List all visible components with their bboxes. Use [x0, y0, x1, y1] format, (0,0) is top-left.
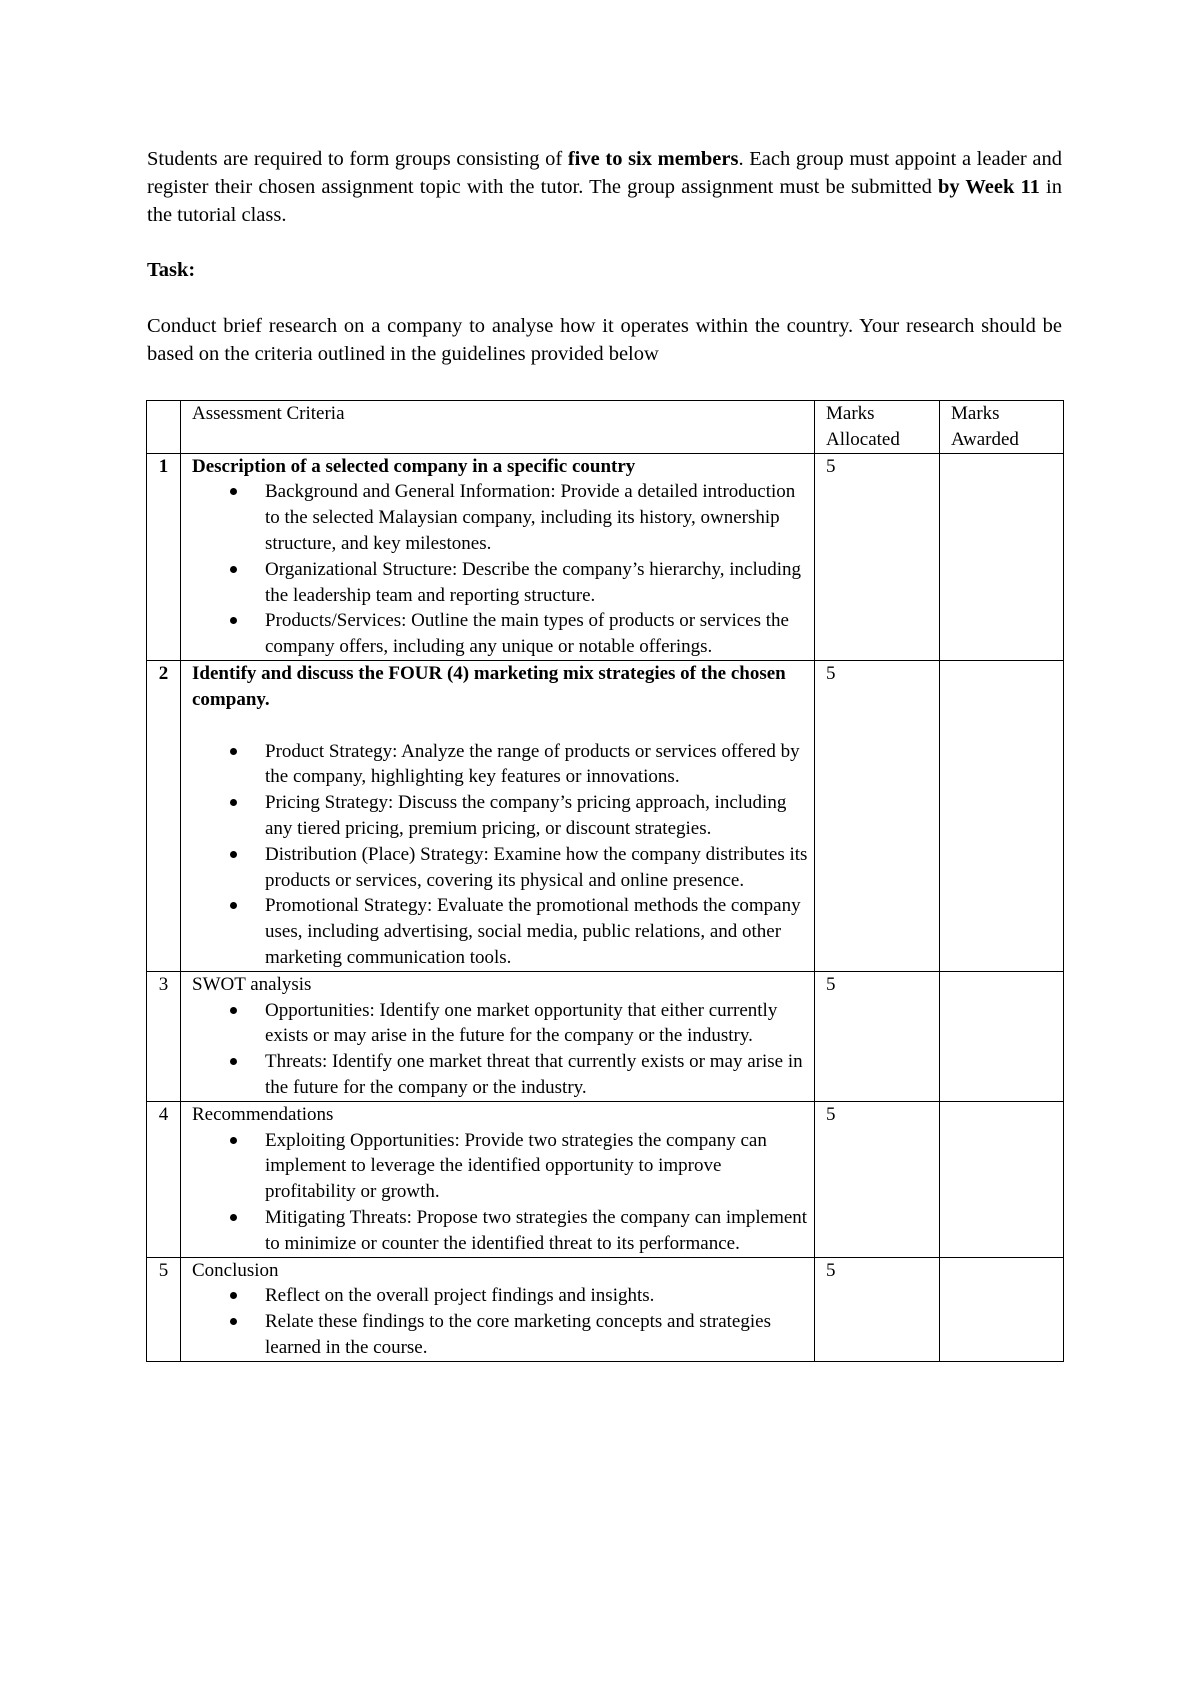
criteria-title: Recommendations	[192, 1103, 334, 1125]
document-page	[147, 145, 1062, 1358]
bullet-icon	[230, 851, 237, 858]
criteria-bullet-list	[192, 739, 808, 971]
bullet-icon	[230, 1318, 237, 1325]
bullet-icon	[230, 1214, 237, 1221]
marks-allocated-cell: 5	[815, 1257, 940, 1361]
bullet-icon	[230, 488, 237, 495]
bullet-icon	[230, 799, 237, 806]
bullet-text: Opportunities: Identify one market opportunity that either currently exists or may arise in the future for the company or the industry.	[265, 999, 778, 1047]
bullet-text: Exploiting Opportunities: Provide two strategies the company can implement to leverage the identified opportunity to improve profitability or growth.	[265, 1129, 767, 1203]
marks-allocated-cell: 5	[815, 660, 940, 971]
bullet-text: Pricing Strategy: Discuss the company’s pricing approach, including any tiered pricing, premium pricing, or discount strategies.	[265, 792, 787, 839]
marks-allocated-cell: 5	[815, 1101, 940, 1257]
bullet-icon	[230, 902, 237, 909]
row-number: 3	[147, 971, 181, 1101]
bullet-icon	[230, 748, 237, 755]
criteria-title: Description of a selected company in a specific country	[192, 455, 636, 477]
list-item	[192, 893, 808, 970]
list-item	[192, 998, 808, 1050]
bullet-text: Threats: Identify one market threat that currently exists or may arise in the future for the company or the industry.	[265, 1051, 803, 1098]
header-marks-allocated: Marks Allocated	[815, 401, 940, 454]
bullet-text: Promotional Strategy: Evaluate the promotional methods the company uses, including advertising, social media, public relations, and other marketing communication tools.	[265, 895, 801, 968]
bullet-text: Organizational Structure: Describe the company’s hierarchy, including the leadership team and reporting structure.	[265, 558, 802, 606]
bullet-text: Mitigating Threats: Propose two strategies the company can implement to minimize or counter the identified threat to its performance.	[265, 1206, 808, 1254]
intro-paragraph	[147, 145, 1062, 229]
marks-allocated-cell: 5	[815, 453, 940, 660]
bullet-text: Background and General Information: Provide a detailed introduction to the selected Malaysian company, including its history, ownership structure, and key milestones.	[265, 481, 796, 554]
list-item	[192, 1128, 808, 1205]
bullet-text: Product Strategy: Analyze the range of products or services offered by the company, highlighting key features or innovations.	[265, 740, 800, 788]
criteria-cell	[181, 1101, 815, 1257]
criteria-title: Identify and discuss the FOUR (4) marketing mix strategies of the chosen company.	[192, 662, 786, 710]
row-number: 5	[147, 1257, 181, 1361]
intro-text-3: in the tutorial class.	[147, 176, 1062, 226]
criteria-title: Conclusion	[192, 1259, 279, 1281]
table-row	[147, 1257, 1064, 1361]
bullet-icon	[230, 566, 237, 573]
marks-awarded-cell	[940, 971, 1064, 1101]
marks-awarded-cell	[940, 453, 1064, 660]
list-item	[192, 557, 808, 609]
bullet-icon	[230, 1292, 237, 1299]
bullet-icon	[230, 1137, 237, 1144]
row-number: 4	[147, 1101, 181, 1257]
list-item	[192, 1049, 808, 1101]
marks-allocated-cell: 5	[815, 971, 940, 1101]
list-item	[192, 608, 808, 660]
marks-awarded-cell	[940, 660, 1064, 971]
header-marks-awarded: Marks Awarded	[940, 401, 1064, 454]
marks-awarded-cell	[940, 1257, 1064, 1361]
task-description: Conduct brief research on a company to analyse how it operates within the country. Your research should be based on the criteria outlined in the guidelines provided below	[147, 315, 1062, 365]
list-item	[192, 479, 808, 556]
criteria-cell	[181, 971, 815, 1101]
criteria-cell	[181, 453, 815, 660]
intro-text-1: Students are required to form groups consisting of	[147, 148, 568, 170]
list-item	[192, 790, 808, 842]
header-number-cell	[147, 401, 181, 454]
intro-bold-deadline: by Week 11	[938, 176, 1040, 198]
assessment-table	[146, 400, 1064, 1362]
table-row	[147, 453, 1064, 660]
table-row	[147, 971, 1064, 1101]
list-item	[192, 1283, 808, 1309]
table-row	[147, 660, 1064, 971]
task-heading: Task:	[147, 259, 196, 281]
list-item	[192, 1309, 808, 1361]
list-item	[192, 1205, 808, 1257]
bullet-icon	[230, 1058, 237, 1065]
bullet-icon	[230, 1007, 237, 1014]
criteria-bullet-list	[192, 479, 808, 660]
bullet-text: Relate these findings to the core marketing concepts and strategies learned in the course.	[265, 1311, 771, 1358]
row-number: 2	[147, 660, 181, 971]
bullet-text: Distribution (Place) Strategy: Examine how the company distributes its products or services, covering its physical and online presence.	[265, 843, 808, 891]
bullet-text: Products/Services: Outline the main types of products or services the company offers, including any unique or notable offerings.	[265, 610, 789, 658]
criteria-title: SWOT analysis	[192, 973, 312, 995]
criteria-bullet-list	[192, 998, 808, 1101]
criteria-bullet-list	[192, 1128, 808, 1257]
bullet-icon	[230, 617, 237, 624]
intro-bold-group-size: five to six members	[567, 148, 739, 170]
list-item	[192, 739, 808, 791]
header-criteria: Assessment Criteria	[181, 401, 815, 454]
table-row	[147, 1101, 1064, 1257]
bullet-text: Reflect on the overall project findings and insights.	[265, 1285, 655, 1307]
criteria-cell	[181, 660, 815, 971]
marks-awarded-cell	[940, 1101, 1064, 1257]
spacer	[192, 713, 808, 739]
criteria-bullet-list	[192, 1283, 808, 1360]
intro-text-2: . Each group must appoint a leader and register their chosen assignment topic with the tutor. The group assignment must be submitted	[147, 148, 1062, 198]
criteria-cell	[181, 1257, 815, 1361]
row-number: 1	[147, 453, 181, 660]
table-header-row	[147, 401, 1064, 454]
list-item	[192, 842, 808, 894]
